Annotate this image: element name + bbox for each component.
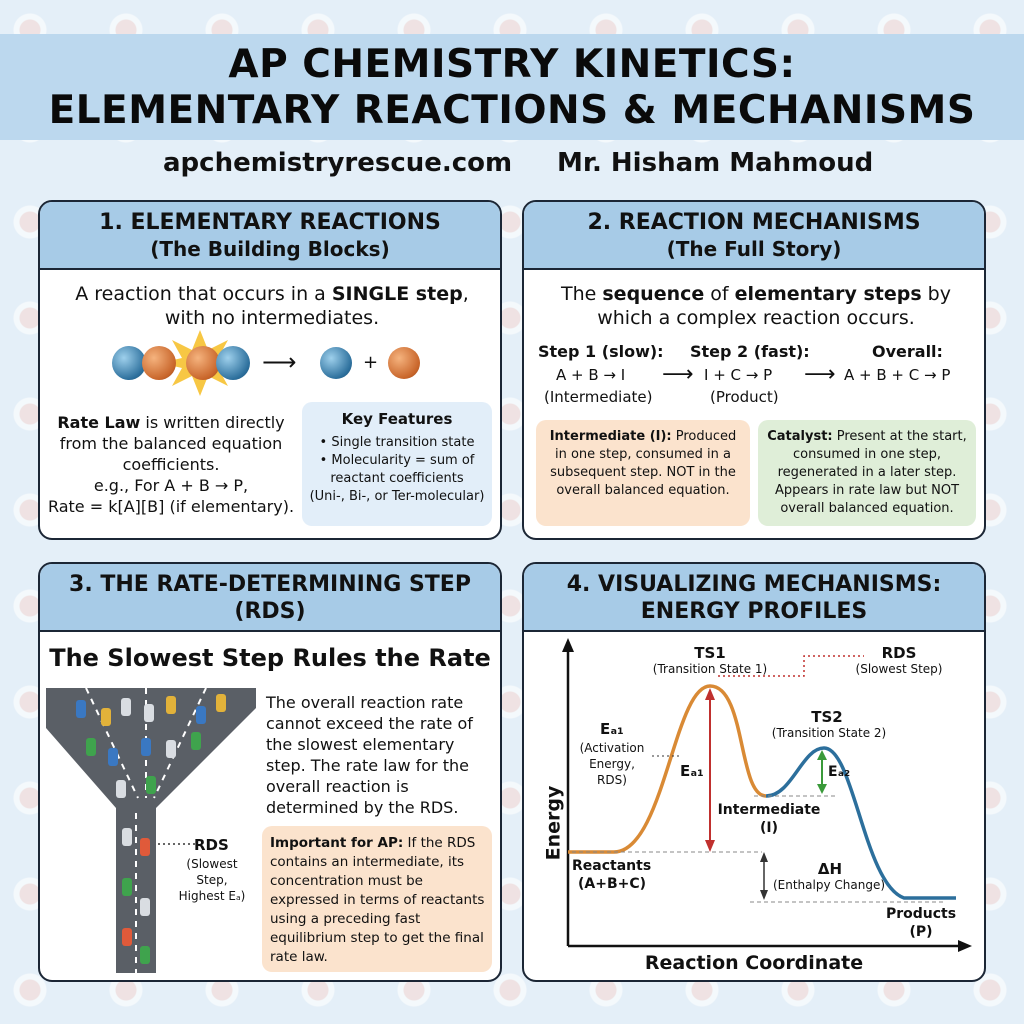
ts1-label: TS1 [694,644,726,662]
molecule-b2-icon [186,346,220,380]
molecule-a-icon [112,346,146,380]
panel1-definition: A reaction that occurs in a SINGLE step, with no intermediates. [75,283,469,329]
important-ap-text: Important for AP: If the RDS contains an intermediate, its concentration must be expressed in terms of reactants using a preceding fast equilibrium step to get the final rate law. [270,835,485,965]
panel2-header [524,202,984,270]
products-sublabel: (P) [909,924,933,940]
traffic-funnel-illustration [46,688,256,973]
rds-big-title: The Slowest Step Rules the Rate [49,644,491,672]
panel3-heading: 3. THE RATE-DETERMINING STEP [69,572,471,597]
step2-note: (Product) [710,388,779,406]
key-features-box [302,402,492,526]
step1-equation: A + B → I [556,366,626,384]
plus-sign: + [363,352,379,373]
reactants-label: Reactants [572,858,652,874]
feature-item: (Uni-, Bi-, or Ter-molecular) [309,489,485,504]
rds-marker-label: RDS [881,644,917,662]
rds-body-text: The overall reaction rate cannot exceed the rate of the slowest elementary step. The rate law for the overall reaction is determined by the RDS. [266,693,473,817]
intermediate-definition-box [536,420,750,526]
x-axis-arrowhead [958,940,972,952]
catalyst-definition-box [758,420,976,526]
ts2-label: TS2 [811,708,843,726]
overall-equation: A + B + C → P [844,366,951,384]
panel-energy-profiles [522,562,986,982]
website-label: apchemistryrescue.com [163,148,513,178]
product-molecule-b-icon [388,347,420,379]
panel2-heading: 2. REACTION MECHANISMS [587,210,921,235]
delta-h-sublabel: (Enthalpy Change) [772,878,886,892]
y-axis-label-wrap [524,582,564,982]
step1-label: Step 1 (slow): [538,342,664,361]
reaction-arrow: ⟶ [262,348,297,376]
intermediate-label: Intermediate [717,802,821,818]
panel2-definition: The sequence of elementary steps by which a complex reaction occurs. [560,283,951,329]
page-title-line2: ELEMENTARY REACTIONS & MECHANISMS [48,88,976,133]
page-title-line1: AP CHEMISTRY KINETICS: [228,42,796,87]
panel2-subheading: (The Full Story) [666,237,842,261]
reactants-sublabel: (A+B+C) [578,876,647,892]
ea2-label: Eₐ₂ [828,764,851,780]
panel3-subheading: (RDS) [234,599,306,624]
author-label: Mr. Hisham Mahmoud [557,148,874,178]
rate-law-text: Rate Law is written directly from the balanced equation coefficients. e.g., For A + B → P, Rate = k[A][B] (if elementary). [47,413,295,516]
intermediate-definition: Intermediate (I): Produced in one step, consumed in a subsequent step. NOT in the overall balanced equation. [549,429,737,498]
step-arrow-1: ⟶ [662,362,694,387]
panel1-header [40,202,500,270]
important-ap-box [262,826,492,972]
intermediate-sublabel: (I) [759,820,778,836]
feature-item: reactant coefficients [330,471,464,486]
molecule-a2-icon [216,346,250,380]
step2-label: Step 2 (fast): [690,342,810,361]
ea1-left-sublabel: (Activation Energy, RDS) [579,741,645,787]
rds-sublabel: (Slowest Step, Highest Eₐ) [178,857,246,903]
key-features-title: Key Features [341,410,453,428]
panel1-subheading: (The Building Blocks) [150,237,390,261]
rds-label: RDS [194,836,229,854]
ts1-sublabel: (Transition State 1) [652,662,768,676]
panel-rate-determining-step [38,562,502,982]
molecule-b-icon [142,346,176,380]
y-axis-label: Energy [542,785,565,861]
catalyst-definition: Catalyst: Present at the start, consumed in one step, regenerated in a later step. Appears in rate law but NOT overall balanced equation. [767,429,967,516]
rds-marker-sublabel: (Slowest Step) [855,662,943,676]
step1-note: (Intermediate) [544,388,653,406]
ts2-sublabel: (Transition State 2) [771,726,887,740]
panel-elementary-reactions [38,200,502,540]
x-axis-label: Reaction Coordinate [644,952,864,974]
step2-equation: I + C → P [704,366,773,384]
products-label: Products [885,906,957,922]
ea1-left-label: Eₐ₁ [600,720,624,738]
ea1-label: Eₐ₁ [680,762,704,780]
overall-label: Overall: [872,342,943,361]
panel-reaction-mechanisms [522,200,986,540]
delta-h-label: ΔH [817,860,843,878]
panel4-heading: 4. VISUALIZING MECHANISMS: [566,572,942,597]
step-arrow-2: ⟶ [804,362,836,387]
key-features-list [302,434,492,506]
feature-item: • Molecularity = sum of [319,453,475,468]
feature-item: • Single transition state [319,435,475,450]
panel3-header [40,564,500,632]
panel4-subheading: ENERGY PROFILES [640,599,868,624]
product-molecule-a-icon [320,347,352,379]
panel1-heading: 1. ELEMENTARY REACTIONS [99,210,441,235]
